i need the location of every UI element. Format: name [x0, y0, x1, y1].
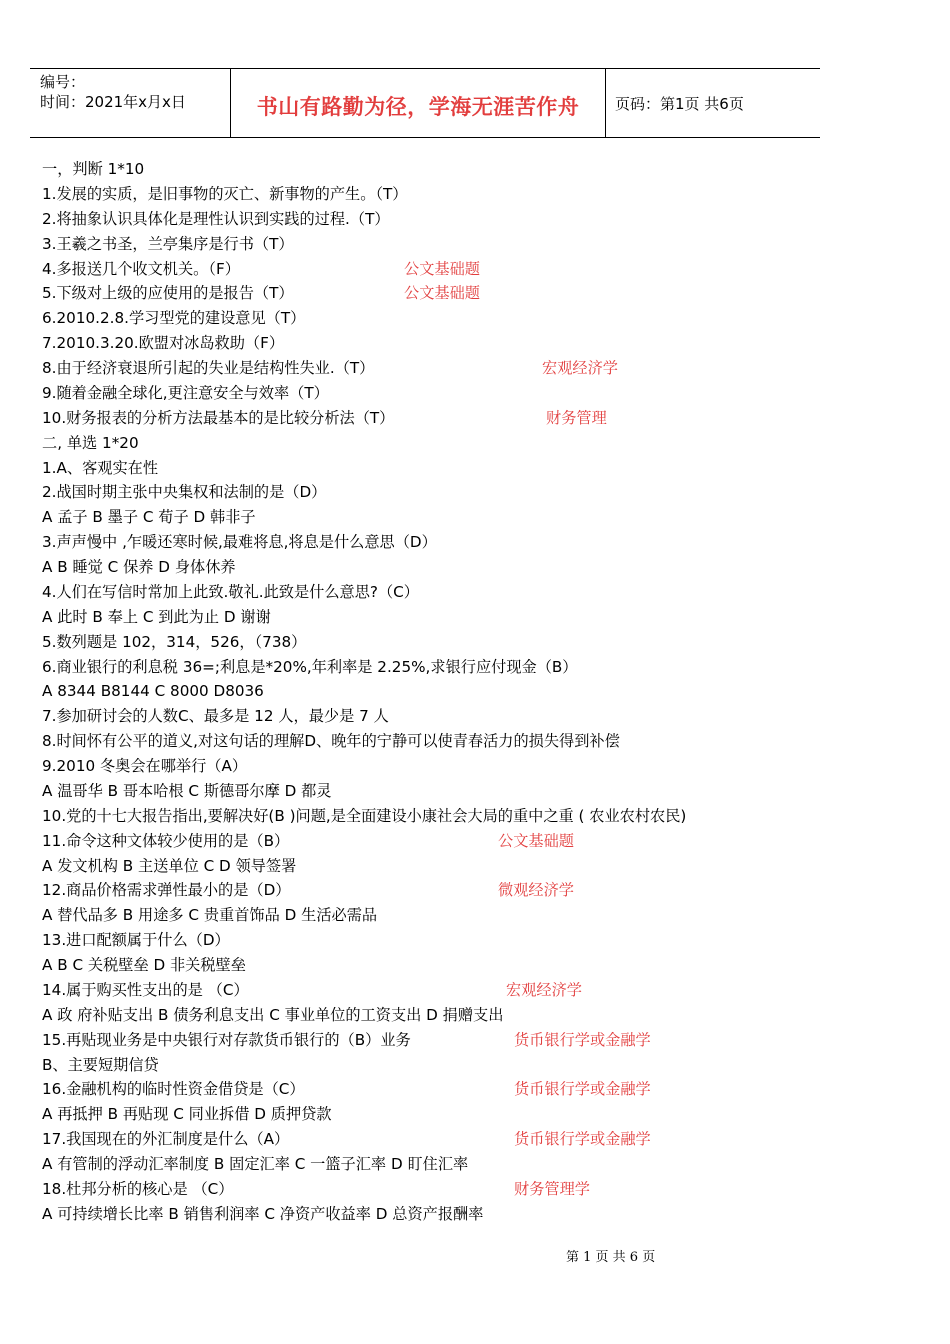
- text-line: [42, 630, 882, 655]
- document-time-label: 时间：2021年x月x日: [40, 93, 186, 111]
- line-text: 11.命令这种文体较少使用的是（B）: [42, 831, 290, 850]
- text-line: [42, 1152, 882, 1177]
- line-text: 5.下级对上级的应使用的是报告（T）: [42, 284, 294, 303]
- text-line: [42, 207, 882, 232]
- line-text: 9.2010 冬奥会在哪举行（A）: [42, 757, 248, 775]
- line-text: 16.金融机构的临时性资金借贷是（C）: [42, 1080, 305, 1099]
- line-text: 1.A、客观实在性: [42, 458, 159, 477]
- text-line: [42, 1177, 882, 1202]
- text-line: [42, 1102, 882, 1127]
- line-text: A 再抵押 B 再贴现 C 同业拆借 D 质押贷款: [42, 1105, 332, 1124]
- text-line: [42, 779, 882, 804]
- text-line: [42, 704, 882, 729]
- text-line: [42, 1003, 882, 1028]
- line-text: A 8344 B8144 C 8000 D8036: [42, 682, 264, 701]
- text-line: [42, 555, 882, 580]
- line-text: 2.战国时期主张中央集权和法制的是（D）: [42, 483, 327, 502]
- line-text: 6.商业银行的利息税 36=;利息是*20%,年利率是 2.25%,求银行应付现金（B）: [42, 657, 578, 676]
- text-line: [42, 1202, 882, 1227]
- text-line: [42, 1053, 882, 1078]
- text-line: [42, 306, 882, 331]
- line-text: A 此时 B 奉上 C 到此为止 D 谢谢: [42, 607, 271, 626]
- line-text: 18.杜邦分析的核心是 （C）: [42, 1179, 234, 1198]
- subject-tag: 公文基础题: [404, 259, 480, 278]
- text-line: [42, 480, 882, 505]
- subject-tag: 宏观经济学: [506, 980, 582, 999]
- text-line: [42, 232, 882, 257]
- text-line: [42, 281, 882, 306]
- text-line: [42, 878, 882, 903]
- text-line: [42, 928, 882, 953]
- text-line: [42, 1077, 882, 1102]
- text-line: [42, 356, 882, 381]
- line-text: 12.商品价格需求弹性最小的是（D）: [42, 881, 291, 900]
- line-text: A 替代品多 B 用途多 C 贵重首饰品 D 生活必需品: [42, 906, 378, 925]
- subject-tag: 财务管理: [546, 408, 607, 427]
- subject-tag: 公文基础题: [404, 284, 480, 303]
- line-text: 8.由于经济衰退所引起的失业是结构性失业.（T）: [42, 359, 375, 377]
- text-line: [42, 854, 882, 879]
- line-text: 一，判断 1*10: [42, 160, 145, 178]
- text-line: [42, 157, 882, 182]
- header-meta-cell: [30, 69, 230, 137]
- text-line: [42, 580, 882, 605]
- header-page-cell: [605, 69, 820, 137]
- line-text: 3.王羲之书圣，兰亭集序是行书（T）: [42, 234, 294, 253]
- line-text: 13.进口配额属于什么（D）: [42, 931, 230, 950]
- line-text: 3.声声慢中 ,乍暖还寒时候,最难将息,将息是什么意思（D）: [42, 533, 437, 552]
- line-text: 1.发展的实质，是旧事物的灭亡、新事物的产生。（T）: [42, 184, 408, 203]
- text-line: [42, 679, 882, 704]
- header-motto-cell: [230, 69, 606, 137]
- text-line: [42, 829, 882, 854]
- text-line: [42, 257, 882, 282]
- text-line: [42, 505, 882, 530]
- text-line: [42, 754, 882, 779]
- text-line: [42, 1127, 882, 1152]
- text-line: [42, 1028, 882, 1053]
- text-line: [42, 729, 882, 754]
- subject-tag: 货币银行学或金融学: [514, 1130, 651, 1149]
- line-text: A B C 关税壁垒 D 非关税壁垒: [42, 956, 246, 974]
- line-text: A 温哥华 B 哥本哈根 C 斯德哥尔摩 D 都灵: [42, 781, 332, 800]
- subject-tag: 货币银行学或金融学: [514, 1030, 651, 1049]
- line-text: 2.将抽象认识具体化是理性认识到实践的过程.（T）: [42, 209, 390, 228]
- text-line: [42, 530, 882, 555]
- subject-tag: 宏观经济学: [542, 359, 618, 377]
- line-text: A 可持续增长比率 B 销售利润率 C 净资产收益率 D 总资产报酬率: [42, 1204, 484, 1223]
- subject-tag: 财务管理学: [514, 1179, 590, 1198]
- text-line: [42, 804, 882, 829]
- line-text: 4.人们在写信时常加上此致.敬礼.此致是什么意思?（C）: [42, 582, 419, 601]
- line-text: 10.党的十七大报告指出,要解决好(B )问题,是全面建设小康社会大局的重中之重 ( 农业农村农民): [42, 806, 687, 825]
- line-text: 6.2010.2.8.学习型党的建设意见（T）: [42, 309, 306, 328]
- line-text: 17.我国现在的外汇制度是什么（A）: [42, 1130, 290, 1149]
- text-line: [42, 182, 882, 207]
- line-text: 二, 单选 1*20: [42, 433, 139, 452]
- text-line: [42, 978, 882, 1003]
- line-text: 4.多报送几个收文机关。（F）: [42, 259, 240, 278]
- text-line: [42, 331, 882, 356]
- header-page-label: 页码：第1页 共6页: [615, 95, 744, 113]
- text-line: [42, 655, 882, 680]
- subject-tag: 公文基础题: [498, 831, 574, 850]
- subject-tag: 微观经济学: [498, 881, 574, 900]
- line-text: 9.随着金融全球化,更注意安全与效率（T）: [42, 383, 329, 402]
- line-text: A 有管制的浮动汇率制度 B 固定汇率 C 一篮子汇率 D 盯住汇率: [42, 1155, 469, 1173]
- line-text: B、主要短期信贷: [42, 1055, 159, 1074]
- document-body: [42, 157, 882, 1227]
- line-text: 10.财务报表的分析方法最基本的是比较分析法（T）: [42, 408, 395, 427]
- document-number-label: 编号：: [40, 73, 86, 91]
- text-line: [42, 381, 882, 406]
- line-text: 5.数列题是 102，314，526，（738）: [42, 632, 307, 651]
- line-text: 14.属于购买性支出的是 （C）: [42, 980, 249, 999]
- subject-tag: 货币银行学或金融学: [514, 1080, 651, 1099]
- line-text: 15.再贴现业务是中央银行对存款货币银行的（B）业务: [42, 1030, 411, 1049]
- header-motto: 书山有路勤为径，学海无涯苦作舟: [256, 95, 580, 119]
- line-text: 8.时间怀有公平的道义,对这句话的理解D、晚年的宁静可以使青春活力的损失得到补偿: [42, 732, 620, 751]
- page-footer: 第 1 页 共 6 页: [566, 1250, 656, 1265]
- text-line: [42, 456, 882, 481]
- line-text: 7.参加研讨会的人数C、最多是 12 人，最少是 7 人: [42, 707, 389, 726]
- text-line: [42, 605, 882, 630]
- text-line: [42, 431, 882, 456]
- line-text: A 孟子 B 墨子 C 荀子 D 韩非子: [42, 508, 256, 527]
- text-line: [42, 406, 882, 431]
- line-text: A B 睡觉 C 保养 D 身体休养: [42, 558, 236, 576]
- line-text: A 政 府补贴支出 B 债务利息支出 C 事业单位的工资支出 D 捐赠支出: [42, 1005, 504, 1024]
- text-line: [42, 953, 882, 978]
- page-header: [30, 68, 820, 138]
- line-text: A 发文机构 B 主送单位 C D 领导签署: [42, 856, 297, 875]
- text-line: [42, 903, 882, 928]
- line-text: 7.2010.3.20.欧盟对冰岛救助（F）: [42, 334, 285, 353]
